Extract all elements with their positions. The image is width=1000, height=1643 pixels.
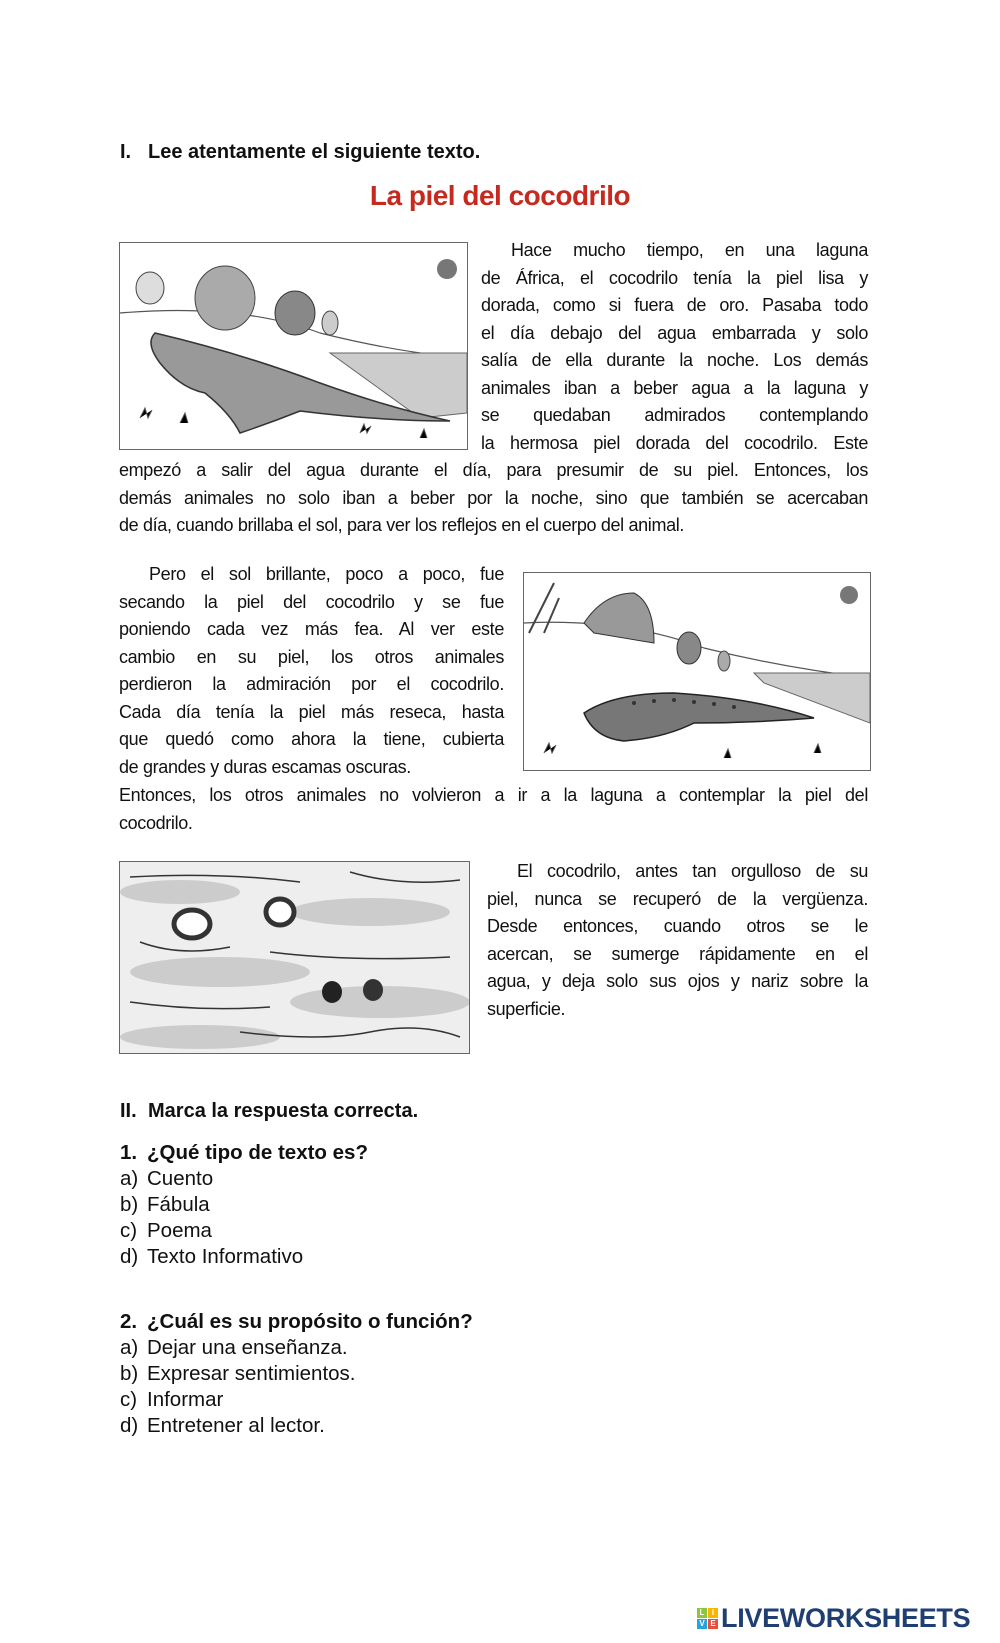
text-line: empezó a salir del agua durante el día, para presumir de su piel. Entonces, los bbox=[119, 460, 868, 480]
option-text: Entretener al lector. bbox=[147, 1414, 325, 1437]
story-paragraph-3 bbox=[487, 858, 868, 1023]
logo-blocks-icon bbox=[697, 1608, 718, 1629]
logo-text: LIVEWORKSHEETS bbox=[721, 1603, 971, 1633]
illustration-crocodile-smooth bbox=[119, 242, 468, 450]
text-line: superficie. bbox=[487, 998, 566, 1019]
answer-option[interactable] bbox=[120, 1192, 368, 1218]
logo-block: L bbox=[697, 1608, 707, 1618]
illustration-crocodile-scaly bbox=[523, 572, 871, 771]
story-paragraph-2-continued bbox=[119, 782, 868, 837]
question-1 bbox=[120, 1140, 368, 1270]
section-number: I. bbox=[120, 141, 132, 163]
logo-block: V bbox=[697, 1619, 707, 1629]
text-line: Entonces, los otros animales no volvieron a ir a la laguna a contemplar la piel del bbox=[119, 785, 868, 805]
text-line: cambio en su piel, los otros animales bbox=[119, 646, 504, 667]
option-text: Expresar sentimientos. bbox=[147, 1362, 356, 1385]
text-line: se quedaban admirados contemplando bbox=[481, 405, 868, 425]
question-number: 2. bbox=[120, 1310, 138, 1333]
option-text: Dejar una enseñanza. bbox=[147, 1336, 348, 1359]
story-paragraph-1-continued bbox=[119, 457, 868, 540]
text-line: demás animales no solo iban a beber por la noche, sino que también se acercaban bbox=[119, 487, 868, 508]
option-text: Fábula bbox=[147, 1193, 210, 1216]
text-line: el día debajo del agua embarrada y solo bbox=[481, 322, 868, 343]
option-letter: b) bbox=[120, 1193, 139, 1216]
text-line: cocodrilo. bbox=[119, 812, 193, 833]
text-line: salía de ella durante la noche. Los demás bbox=[481, 350, 868, 370]
answer-option[interactable] bbox=[120, 1413, 473, 1439]
text-line: Desde entonces, cuando otros se le bbox=[487, 916, 868, 936]
logo-block: I bbox=[708, 1608, 718, 1618]
text-line: Cada día tenía la piel más reseca, hasta bbox=[119, 701, 504, 722]
answer-option[interactable] bbox=[120, 1387, 473, 1413]
option-letter: c) bbox=[120, 1388, 138, 1411]
logo-block: E bbox=[708, 1619, 718, 1629]
section-instruction: Marca la respuesta correcta. bbox=[148, 1100, 419, 1122]
story-paragraph-1 bbox=[481, 237, 868, 457]
text-line: perdieron la admiración por el cocodrilo. bbox=[119, 674, 504, 694]
option-text: Informar bbox=[147, 1388, 224, 1411]
question-text: ¿Cuál es su propósito o función? bbox=[147, 1310, 473, 1333]
answer-option[interactable] bbox=[120, 1361, 473, 1387]
text-line: de África, el cocodrilo tenía la piel lisa y bbox=[481, 267, 868, 288]
story-title: La piel del cocodrilo bbox=[369, 180, 631, 211]
option-letter: c) bbox=[120, 1219, 138, 1242]
text-line: de día, cuando brillaba el sol, para ver los reflejos en el cuerpo del animal. bbox=[119, 515, 685, 535]
option-letter: a) bbox=[120, 1167, 139, 1190]
story-paragraph-2 bbox=[119, 561, 504, 781]
section2-heading bbox=[120, 1100, 418, 1123]
section-instruction: Lee atentamente el siguiente texto. bbox=[148, 141, 481, 163]
answer-option[interactable] bbox=[120, 1335, 473, 1361]
text-line: poniendo cada vez más fea. Al ver este bbox=[119, 619, 504, 639]
liveworksheets-logo bbox=[697, 1603, 970, 1634]
option-letter: d) bbox=[120, 1414, 139, 1437]
text-line: piel, nunca se recuperó de la vergüenza. bbox=[487, 888, 868, 909]
option-text: Poema bbox=[147, 1219, 212, 1242]
text-line: agua, y deja solo sus ojos y nariz sobre la bbox=[487, 971, 868, 991]
question-number: 1. bbox=[120, 1141, 138, 1164]
option-letter: b) bbox=[120, 1362, 139, 1385]
answer-option[interactable] bbox=[120, 1166, 368, 1192]
text-line: Hace mucho tiempo, en una laguna bbox=[511, 240, 868, 260]
text-line: acercan, se sumerge rápidamente en el bbox=[487, 943, 868, 964]
text-line: secando la piel del cocodrilo y se fue bbox=[119, 591, 504, 612]
answer-option[interactable] bbox=[120, 1218, 368, 1244]
option-letter: d) bbox=[120, 1245, 139, 1268]
illustration-crocodile-eyes bbox=[119, 861, 470, 1054]
text-line: la hermosa piel dorada del cocodrilo. Este bbox=[481, 432, 868, 453]
text-line: animales iban a beber agua a la laguna y bbox=[481, 377, 868, 398]
text-line: que quedó como ahora la tiene, cubierta bbox=[119, 729, 504, 749]
option-letter: a) bbox=[120, 1336, 139, 1359]
section1-heading bbox=[120, 141, 480, 164]
option-text: Texto Informativo bbox=[147, 1245, 304, 1268]
text-line: El cocodrilo, antes tan orgulloso de su bbox=[517, 861, 868, 881]
section-number: II. bbox=[120, 1100, 137, 1122]
text-line: Pero el sol brillante, poco a poco, fue bbox=[149, 564, 504, 584]
answer-option[interactable] bbox=[120, 1244, 368, 1270]
question-2 bbox=[120, 1309, 473, 1439]
text-line: de grandes y duras escamas oscuras. bbox=[119, 756, 411, 777]
option-text: Cuento bbox=[147, 1167, 214, 1190]
question-text: ¿Qué tipo de texto es? bbox=[147, 1141, 368, 1164]
text-line: dorada, como si fuera de oro. Pasaba todo bbox=[481, 295, 868, 315]
